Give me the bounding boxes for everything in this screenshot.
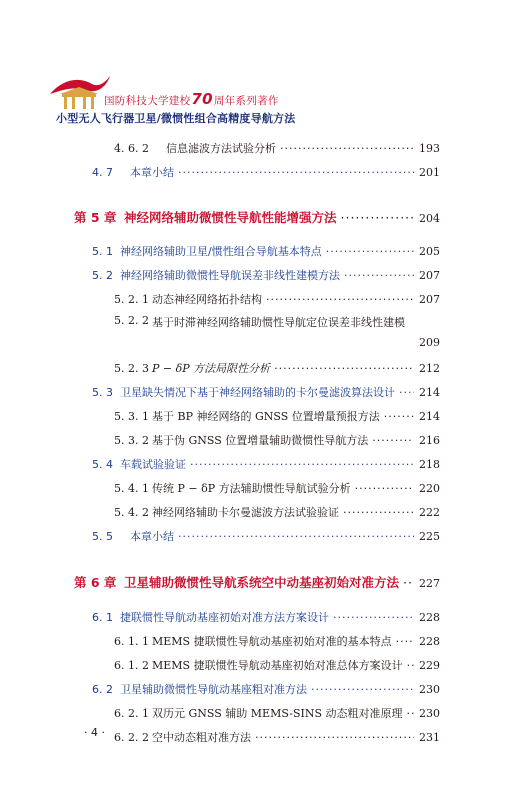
toc-entry-5-1[interactable]: 5. 1 神经网络辅助卫星/惯性组合导航基本特点 ····· 205 [92,243,440,259]
toc-entry-6-2-1[interactable]: 6. 2. 1 双历元 GNSS 辅助 MEMS-SINS 动态粗对准原理 ····· 230 [114,705,440,721]
toc-chapter-6[interactable]: 第 6 章 卫星辅助微惯性导航系统空中动基座初始对准方法 ····· 227 [74,573,440,591]
toc-entry-5-3-2[interactable]: 5. 3. 2 基于伪 GNSS 位置增量辅助微惯性导航方法 ····· 216 [114,432,440,448]
book-title: 小型无人飞行器卫星/微惯性组合高精度导航方法 [56,112,296,125]
toc-entry-5-5[interactable]: 5. 5 本章小结 ····· 225 [92,528,440,544]
toc-chapter-5[interactable]: 第 5 章 神经网络辅助微惯性导航性能增强方法 ····· 204 [74,208,440,226]
toc-entry-5-2[interactable]: 5. 2 神经网络辅助微惯性导航误差非线性建模方法 ····· 207 [92,267,440,283]
page-number: · 4 · [84,726,105,739]
toc-entry-5-3[interactable]: 5. 3 卫星缺失情况下基于神经网络辅助的卡尔曼滤波算法设计 ····· 214 [92,384,440,400]
toc-entry-5-4-2[interactable]: 5. 4. 2 神经网络辅助卡尔曼滤波方法试验验证 ····· 222 [114,504,440,520]
toc-entry-5-2-3[interactable]: 5. 2. 3 P − δP 方法局限性分析 ····· 212 [114,360,440,376]
toc-entry-4-6-2[interactable]: 4. 6. 2 信息滤波方法试验分析 ····· 193 [114,140,440,156]
toc-entry-5-2-2[interactable]: 5. 2. 2 基于时滞神经网络辅助惯性导航定位误差非线性建模 209 [114,314,440,349]
toc-entry-5-2-1[interactable]: 5. 2. 1 动态神经网络拓扑结构 ····· 207 [114,291,440,307]
toc-entry-5-4-1[interactable]: 5. 4. 1 传统 P − δP 方法辅助惯性导航试验分析 ····· 220 [114,480,440,496]
toc-entry-5-4[interactable]: 5. 4 车载试验验证 ····· 218 [92,456,440,472]
toc-entry-6-1[interactable]: 6. 1 捷联惯性导航动基座初始对准方法方案设计 ····· 228 [92,609,440,625]
toc-entry-6-1-1[interactable]: 6. 1. 1 MEMS 捷联惯性导航动基座初始对准的基本特点 ····· 228 [114,633,440,649]
series-line: 国防科技大学建校70周年系列著作 [104,90,279,108]
toc-entry-4-7[interactable]: 4. 7 本章小结 ····· 201 [92,164,440,180]
toc-entry-5-3-1[interactable]: 5. 3. 1 基于 BP 神经网络的 GNSS 位置增量预报方法 ····· 214 [114,408,440,424]
toc-entry-6-2[interactable]: 6. 2 卫星辅助微惯性导航动基座粗对准方法 ····· 230 [92,681,440,697]
toc-entry-6-2-2[interactable]: 6. 2. 2 空中动态粗对准方法 ····· 231 [114,729,440,745]
toc-entry-6-1-2[interactable]: 6. 1. 2 MEMS 捷联惯性导航动基座初始对准总体方案设计 ····· 229 [114,657,440,673]
